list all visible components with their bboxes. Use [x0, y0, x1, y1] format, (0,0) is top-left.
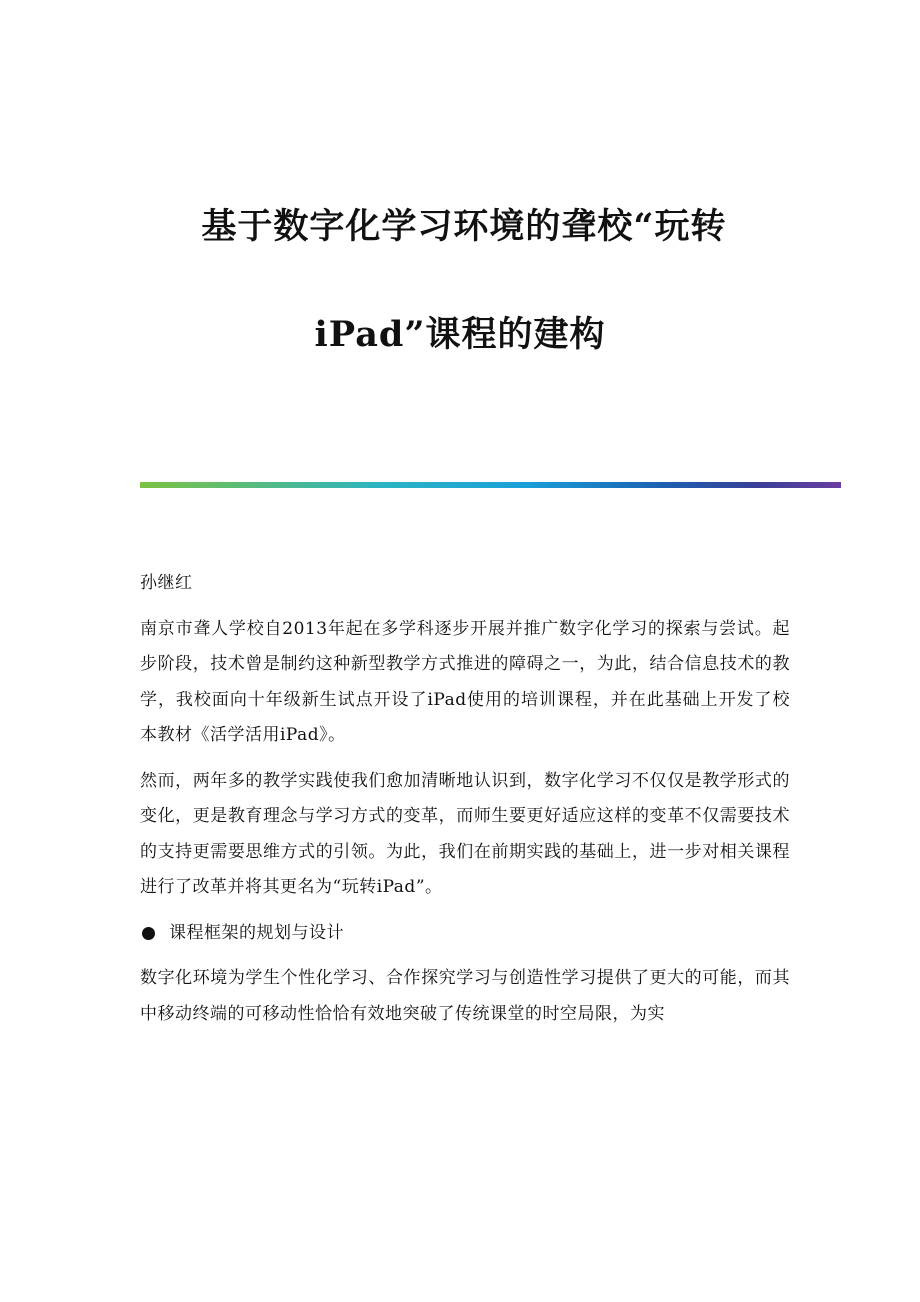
author-name: 孙继红 — [140, 573, 193, 593]
body-paragraph-1: 南京市聋人学校自2013年起在多学科逐步开展并推广数字化学习的探索与尝试。起步阶段，技术曾是制约这种新型教学方式推进的障碍之一，为此，结合信息技术的教学，我校面向十年级新生试点开设了iPad使用的培训课程，并在此基础上开发了校本教材《活学活用iPad》。 — [140, 618, 790, 745]
section-heading — [140, 916, 790, 952]
document-title — [0, 205, 920, 357]
title-line-1: 基于数字化学习环境的聋校“玩转 — [201, 206, 727, 247]
section-heading-text: 课程框架的规划与设计 — [169, 922, 344, 943]
body-paragraph-3: 数字化环境为学生个性化学习、合作探究学习与创造性学习提供了更大的可能，而其中移动终端的可移动性恰恰有效地突破了传统课堂的时空局限，为实 — [140, 968, 790, 1024]
body-paragraph-2: 然而，两年多的教学实践使我们愈加清晰地认识到，数字化学习不仅仅是教学形式的变化，更是教育理念与学习方式的变革，而师生要更好适应这样的变革不仅需要技术的支持更需要思维方式的引领。为此，我们在前期实践的基础上，进一步对相关课程进行了改革并将其更名为“玩转iPad”。 — [140, 770, 790, 897]
gradient-divider — [140, 482, 841, 488]
title-line-2: iPad”课程的建构 — [314, 314, 606, 355]
document-body — [140, 566, 790, 1042]
black-circle-bullet-icon — [142, 927, 155, 940]
